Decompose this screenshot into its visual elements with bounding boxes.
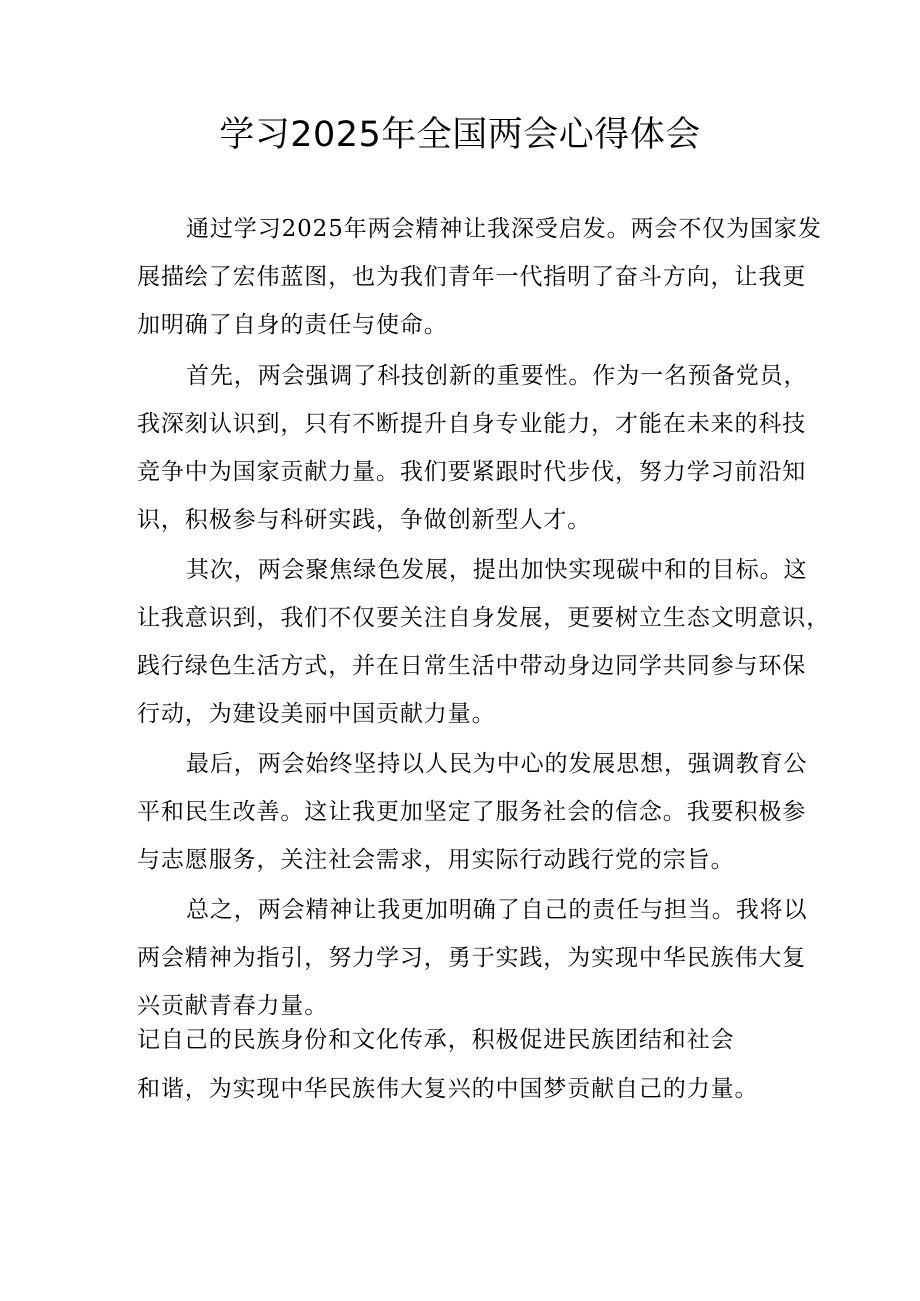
- paragraph-5-line-2: 两会精神为指引，努力学习，勇于实践，为实现中华民族伟大复: [137, 945, 807, 971]
- paragraph-4-line-1: 最后，两会始终坚持以人民为中心的发展思想，强调教育公: [186, 751, 808, 777]
- trailing-line-1: 记自己的民族身份和文化传承，积极促进民族团结和社会: [137, 1027, 735, 1053]
- paragraph-3-line-3: 践行绿色生活方式，并在日常生活中带动身边同学共同参与环保: [137, 653, 807, 679]
- paragraph-1-line-2: 展描绘了宏伟蓝图，也为我们青年一代指明了奋斗方向，让我更: [137, 264, 807, 290]
- paragraph-2-line-1: 首先，两会强调了科技创新的重要性。作为一名预备党员，: [186, 363, 808, 389]
- paragraph-3-line-2: 让我意识到，我们不仅要关注自身发展，更要树立生态文明意识，: [137, 605, 831, 631]
- paragraph-2-line-4: 识，积极参与科研实践，争做创新型人才。: [137, 507, 592, 533]
- paragraph-2-line-3: 竞争中为国家贡献力量。我们要紧跟时代步伐，努力学习前沿知: [137, 459, 807, 485]
- trailing-line-2: 和谐，为实现中华民族伟大复兴的中国梦贡献自己的力量。: [137, 1076, 759, 1102]
- paragraph-4-line-3: 与志愿服务，关注社会需求，用实际行动践行党的宗旨。: [137, 847, 735, 873]
- paragraph-1-line-3: 加明确了自身的责任与使命。: [137, 312, 448, 338]
- paragraph-4-line-2: 平和民生改善。这让我更加坚定了服务社会的信念。我要积极参: [137, 799, 807, 825]
- paragraph-3-line-4: 行动，为建设美丽中国贡献力量。: [137, 701, 496, 727]
- paragraph-2-line-2: 我深刻认识到，只有不断提升自身专业能力，才能在未来的科技: [137, 411, 807, 437]
- paragraph-5-line-3: 兴贡献青春力量。: [137, 993, 329, 1019]
- paragraph-5-line-1: 总之，两会精神让我更加明确了自己的责任与担当。我将以: [186, 897, 808, 923]
- document-title: 学习2025年全国两会心得体会: [219, 115, 701, 155]
- paragraph-1-line-1: 通过学习2025年两会精神让我深受启发。两会不仅为国家发: [186, 216, 822, 242]
- paragraph-3-line-1: 其次，两会聚焦绿色发展，提出加快实现碳中和的目标。这: [186, 557, 808, 583]
